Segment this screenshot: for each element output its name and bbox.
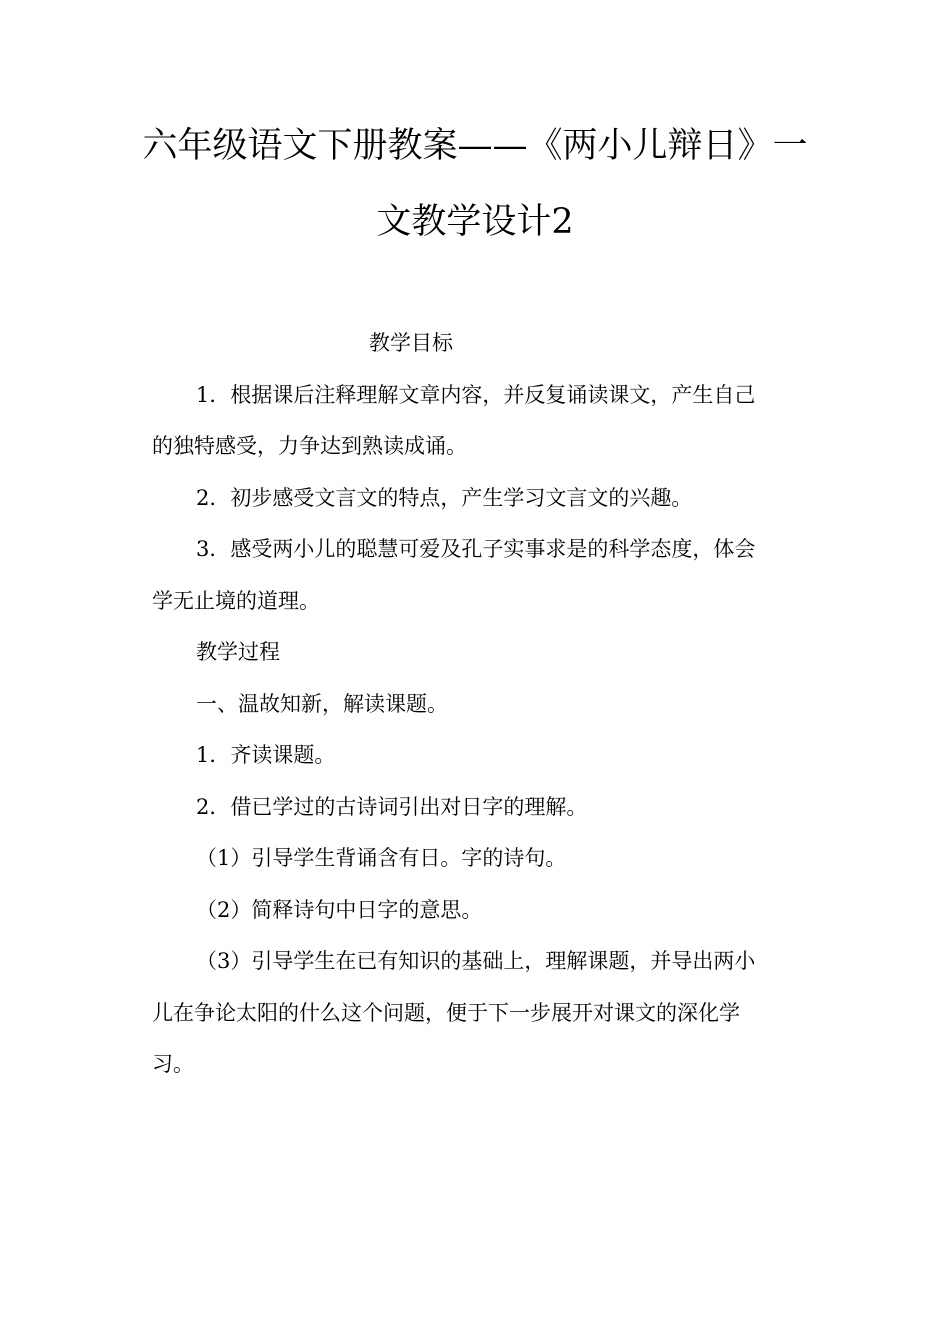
section-heading-teaching-goals: 教学目标 (369, 331, 453, 355)
paragraph-line: 2．借已学过的古诗词引出对日字的理解。 (196, 795, 588, 819)
paragraph-line: 的独特感受，力争达到熟读成诵。 (152, 434, 467, 458)
paragraph-line: （1）引导学生背诵含有日。字的诗句。 (196, 846, 567, 870)
section-heading-teaching-process: 教学过程 (196, 640, 280, 664)
paragraph-line: （3）引导学生在已有知识的基础上，理解课题，并导出两小 (196, 949, 756, 973)
paragraph-line: 2．初步感受文言文的特点，产生学习文言文的兴趣。 (196, 486, 693, 510)
document-title-line-2: 文教学设计2 (376, 202, 574, 242)
paragraph-line: 1．根据课后注释理解文章内容，并反复诵读课文，产生自己 (196, 383, 756, 407)
paragraph-line: （2）简释诗句中日字的意思。 (196, 898, 483, 922)
paragraph-line: 1．齐读课题。 (196, 743, 336, 767)
paragraph-line: 学无止境的道理。 (152, 589, 320, 613)
paragraph-line: 儿在争论太阳的什么这个问题，便于下一步展开对课文的深化学 (152, 1001, 740, 1025)
paragraph-line: 3．感受两小儿的聪慧可爱及孔子实事求是的科学态度，体会 (196, 537, 756, 561)
document-title-line-1: 六年级语文下册教案——《两小儿辩日》一 (142, 126, 808, 166)
paragraph-line: 一、温故知新，解读课题。 (196, 692, 448, 716)
paragraph-line: 习。 (152, 1052, 194, 1076)
